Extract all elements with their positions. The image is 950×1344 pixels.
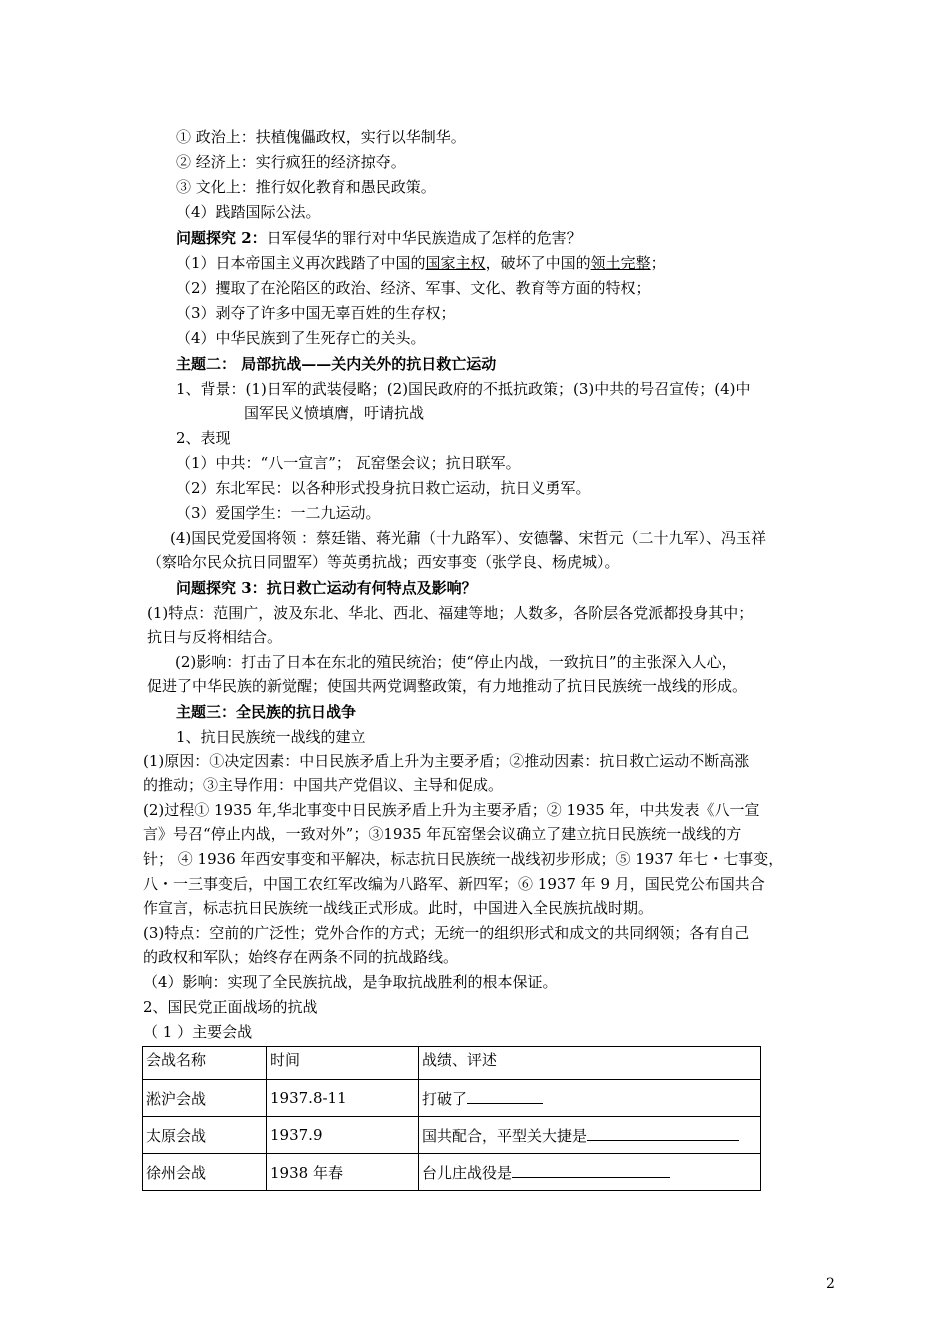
battle-time: 1937.8-11 (267, 1080, 419, 1117)
reason-line-2: 的推动；③主导作用：中国共产党倡议、主导和促成。 (143, 776, 504, 794)
question-2-text: 日军侵华的罪行对中华民族造成了怎样的危害？ (266, 229, 582, 247)
answer-2-1-part: ； (650, 254, 666, 272)
theme-3-heading: 主题三：全民族的抗日战争 (176, 703, 357, 721)
answer-2-4: （4）中华民族到了生死存亡的关头。 (176, 329, 426, 347)
process-line-4: 八・一三事变后，中国工农红军改编为八路军、新四军；⑥ 1937 年 9 月，国民党公布国共合 (143, 875, 765, 893)
line-political: ① 政治上：扶植傀儡政权，实行以华制华。 (176, 128, 466, 146)
battle-remark (419, 1080, 761, 1117)
battle-time: 1937.9 (267, 1117, 419, 1154)
answer-3-1b: 抗日与反将相结合。 (147, 628, 283, 646)
line-intl-law: （4）践踏国际公法。 (176, 203, 321, 221)
battle-remark (419, 1117, 761, 1154)
reason-line-1: (1)原因：①决定因素：中日民族矛盾上升为主要矛盾；②推动因素：抗日救亡运动不断高涨 (143, 752, 750, 770)
fill-in-blank[interactable] (467, 1089, 543, 1104)
header-battle-name: 会战名称 (143, 1047, 267, 1080)
battle-remark-text: 台儿庄战役是 (422, 1163, 513, 1182)
answer-3-2-part: 的主张深入人心， (616, 653, 737, 671)
answer-2-2: （2）攫取了在沦陷区的政治、经济、军事、文化、教育等方面的特权； (176, 279, 651, 297)
question-2 (176, 228, 582, 248)
battle-remark (419, 1154, 761, 1191)
process-line-2: 言》号召“停止内战，一致对外”；③1935 年瓦窑堡会议确立了建立抗日民族统一战线的方 (143, 825, 742, 843)
answer-3-2-part: (2)影响：打击了日本在东北的殖民统治；使“停止内战，一致抗日” (175, 653, 617, 671)
battle-name: 徐州会战 (143, 1154, 267, 1191)
question-2-heading: 问题探究 2： (176, 229, 267, 247)
fill-in-blank[interactable] (587, 1126, 739, 1141)
answer-2-3: （3）剥夺了许多中国无辜百姓的生存权； (176, 304, 456, 322)
manifestation-4a: (4)国民党爱国将领 ：蔡廷锴、蒋光鼐（十九路军）、安德馨、宋哲元（二十九军）、冯玉祥 (170, 529, 767, 547)
answer-2-1 (176, 253, 666, 273)
battles-table (142, 1046, 761, 1191)
header-time: 时间 (267, 1047, 419, 1080)
question-3: 问题探究 3：抗日救亡运动有何特点及影响？ (176, 579, 477, 597)
battle-name: 太原会战 (143, 1117, 267, 1154)
process-line-5: 作宣言，标志抗日民族统一战线正式形成。此时，中国进入全民族抗战时期。 (143, 899, 654, 917)
impact-line: （4）影响：实现了全民族抗战，是争取抗战胜利的根本保证。 (143, 973, 558, 991)
manifestation-heading: 2、表现 (176, 429, 231, 447)
table-row (143, 1154, 761, 1191)
manifestation-4b: （察哈尔民众抗日同盟军）等英勇抗战；西安事变（张学良、杨虎城）。 (147, 553, 620, 571)
table-header-row (143, 1047, 761, 1080)
underlined-territory: 领土完整 (590, 254, 651, 272)
manifestation-1: （1）中共：“八一宣言”； 瓦窑堡会议；抗日联军。 (176, 454, 521, 472)
answer-3-1a: (1)特点：范围广，波及东北、华北、西北、福建等地；人数多，各阶层各党派都投身其中； (147, 604, 754, 622)
fill-in-blank[interactable] (512, 1163, 670, 1178)
battle-remark-text: 国共配合，平型关大捷是 (422, 1126, 588, 1145)
process-line-3: 针； ④ 1936 年西安事变和平解决，标志抗日民族统一战线初步形成；⑤ 1937 年七・七事变， (143, 850, 784, 868)
table-row (143, 1080, 761, 1117)
answer-3-2c: 促进了中华民族的新觉醒；使国共两党调整政策，有力地推动了抗日民族统一战线的形成。 (147, 677, 748, 695)
background-line-1: 1、背景：(1)日军的武装侵略；(2)国民政府的不抵抗政策；(3)中共的号召宣传；(4)中 (176, 380, 751, 398)
line-economic: ② 经济上：实行疯狂的经济掠夺。 (176, 153, 406, 171)
answer-2-1-part: （1）日本帝国主义再次践踏了中国的 (176, 254, 426, 272)
feature-line-2: 的政权和军队；始终存在两条不同的抗战路线。 (143, 948, 459, 966)
page-number: 2 (826, 1276, 835, 1292)
feature-line-1: (3)特点：空前的广泛性；党外合作的方式；无统一的组织形式和成文的共同纲领；各有自己 (143, 924, 750, 942)
header-remarks: 战绩、评述 (419, 1047, 761, 1080)
answer-2-1-part: ，破坏了中国的 (485, 254, 591, 272)
table-row (143, 1117, 761, 1154)
battle-remark-text: 打破了 (422, 1089, 468, 1108)
underlined-sovereignty: 国家主权 (425, 254, 486, 272)
battle-time: 1938 年春 (267, 1154, 419, 1191)
section-kmt-front: 2、国民党正面战场的抗战 (143, 998, 318, 1016)
background-line-2: 国军民义愤填膺，吁请抗战 (244, 404, 425, 422)
manifestation-2: （2）东北军民：以各种形式投身抗日救亡运动，抗日义勇军。 (176, 479, 591, 497)
manifestation-3: （3）爱国学生：一二九运动。 (176, 504, 381, 522)
answer-3-2a (147, 652, 737, 672)
section-major-battles: （ 1 ）主要会战 (143, 1023, 253, 1041)
line-cultural: ③ 文化上：推行奴化教育和愚民政策。 (176, 178, 436, 196)
battle-name: 淞沪会战 (143, 1080, 267, 1117)
theme-2-heading: 主题二： 局部抗战——关内关外的抗日救亡运动 (176, 355, 497, 373)
section-united-front: 1、抗日民族统一战线的建立 (176, 728, 366, 746)
process-line-1: (2)过程① 1935 年,华北事变中日民族矛盾上升为主要矛盾；② 1935 年，中共发表《八一宣 (143, 801, 760, 819)
